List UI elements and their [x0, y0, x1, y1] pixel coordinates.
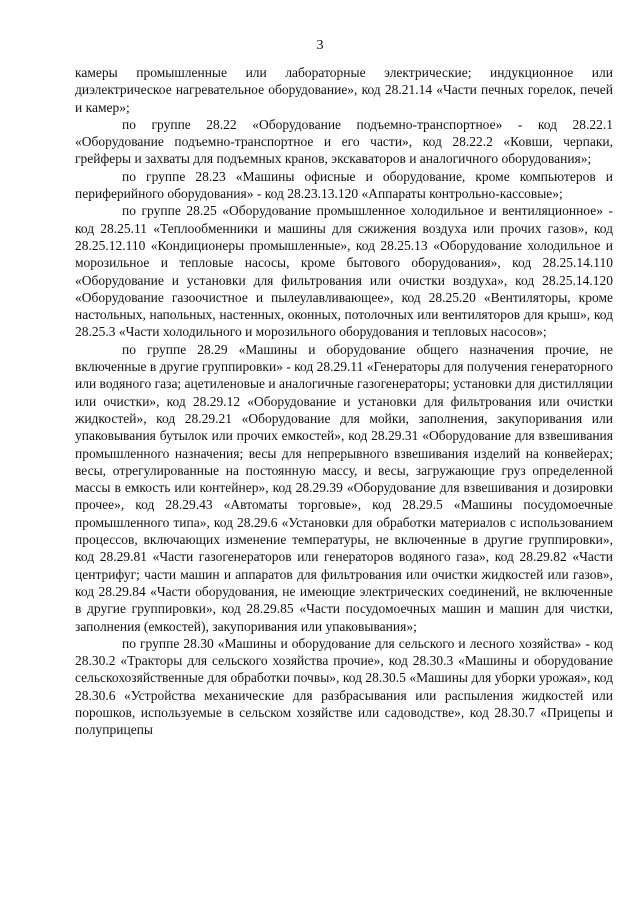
page-number: 3 [316, 38, 324, 53]
paragraph-group-28-29: по группе 28.29 «Машины и оборудование общего назначения прочие, не включенные в другие группировки» - код 28.29.11 «Генераторы для получения генераторного или водяного газа; ацетиленовые и аналогичные газогенераторы; установки для дистилляции или очистки», код 28.29.12 «Оборудование и установки для фильтрования или очистки жидкостей», код 28.29.21 «Оборудование для мойки, заполнения, закупоривания или упаковывания бутылок или прочих емкостей», код 28.29.31 «Оборудование для взвешивания промышленного назначения; весы для непрерывного взвешивания изделий на конвейерах; весы, отрегулированные на постоянную массу, и весы, загружающие груз определенной массы в емкость или контейнер», код 28.29.39 «Оборудование для взвешивания и дозировки прочее», код 28.29.43 «Автоматы торговые», код 28.29.5 «Машины посудомоечные промышленного типа», код 28.29.6 «Установки для обработки материалов с использованием процессов, включающих изменение температуры, не включенные в другие группировки», код 28.29.81 «Части газогенераторов или генераторов водяного газа», код 28.29.82 «Части центрифуг; части машин и аппаратов для фильтрования или очистки жидкостей или газов», код 28.29.84 «Части оборудования, не имеющие электрических соединений, не включенные в другие группировки», код 28.29.85 «Части посудомоечных машин и машин для чистки, заполнения (емкостей), закупоривания или упаковывания»; [75, 341, 614, 634]
paragraph: камеры промышленные или лабораторные электрические; индукционное или диэлектрическое нагревательное оборудование», код 28.21.14 «Части печных горелок, печей и камер»; [75, 65, 613, 115]
document-body [75, 64, 613, 739]
paragraph-group-28-22: по группе 28.22 «Оборудование подъемно-транспортное» - код 28.22.1 «Оборудование подъемно-транспортное и его части», код 28.22.2 «Ковши, черпаки, грейферы и захваты для подъемных кранов, экскаваторов и аналогичного оборудования»; [75, 116, 613, 167]
paragraph-group-28-25: по группе 28.25 «Оборудование промышленное холодильное и вентиляционное» - код 28.25.11 «Теплообменники и машины для сжижения воздуха или прочих газов», код 28.25.12.110 «Кондиционеры промышленные», код 28.25.13 «Оборудование холодильное и морозильное и тепловые насосы, кроме бытового оборудования», код 28.25.14.110 «Оборудование и установки для фильтрования или очистки воздуха», код 28.25.14.120 «Оборудование газоочистное и пылеулавливающее», код 28.25.20 «Вентиляторы, кроме настольных, напольных, настенных, оконных, потолочных или вентиляторов для крыш», код 28.25.3 «Части холодильного и морозильного оборудования и тепловых насосов»; [75, 203, 613, 340]
paragraph-group-28-30: по группе 28.30 «Машины и оборудование для сельского и лесного хозяйства» - код 28.30.2 «Тракторы для сельского хозяйства прочие», код 28.30.3 «Машины и оборудование сельскохозяйственные для обработки почвы», код 28.30.5 «Машины для уборки урожая», код 28.30.6 «Устройства механические для разбрасывания или распыления жидкостей или порошков, используемые в сельском хозяйстве или садоводстве», код 28.30.7 «Прицепы и полуприцепы [75, 635, 613, 738]
paragraph-group-28-23: по группе 28.23 «Машины офисные и оборудование, кроме компьютеров и периферийного оборудования» - код 28.23.13.120 «Аппараты контрольно-кассовые»; [75, 168, 613, 202]
